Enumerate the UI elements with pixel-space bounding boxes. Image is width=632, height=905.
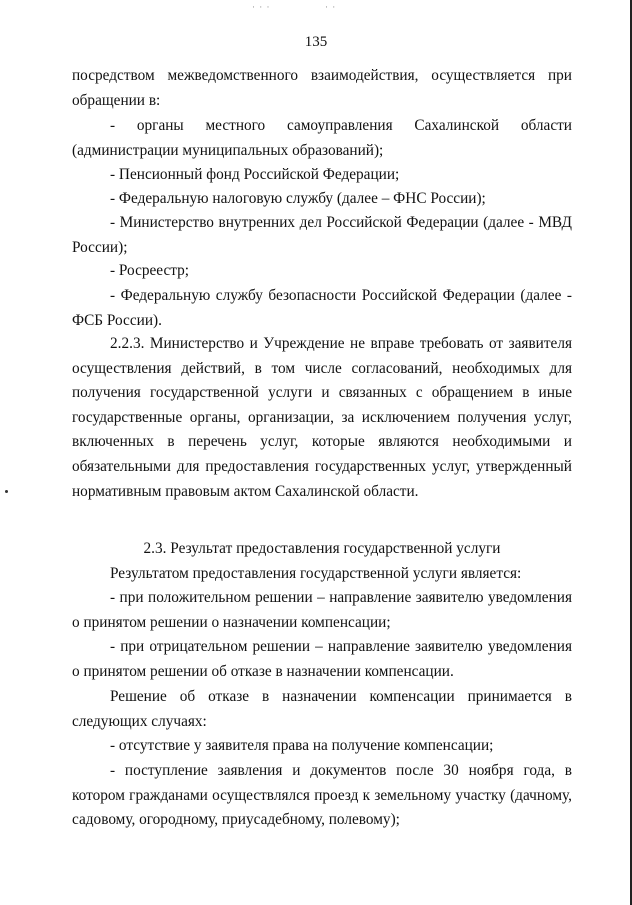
paragraph: - Росреестр;: [110, 262, 190, 279]
paragraph: - Федеральную налоговую службу (далее – ФНС России);: [110, 190, 486, 207]
paragraph: Решение об отказе в назначении компенсации принимается в следующих случаях:: [72, 688, 572, 730]
page-number: 135: [304, 34, 328, 50]
paragraph: Результатом предоставления государственной услуги является:: [110, 565, 522, 582]
scan-artifact: · · ·: [252, 2, 271, 12]
section-heading: 2.3. Результат предоставления государственной услуги: [143, 540, 501, 557]
paragraph: посредством межведомственного взаимодействия, осуществляется при обращении в:: [72, 67, 572, 109]
scan-artifact: [5, 490, 8, 493]
paragraph: - Министерство внутренних дел Российской Федерации (далее - МВД России);: [72, 214, 572, 256]
paragraph: 2.2.3. Министерство и Учреждение не вправе требовать от заявителя осуществления действий, в том числе согласований, необходимых для получения государственной услуги и связанных с обращением в иные государственные органы, организации, за исключением получения услуг, включенных в перечень услуг, которые являются необходимыми и обязательными для предоставления государственных услуг, утвержденный нормативным правовым актом Сахалинской области.: [72, 335, 572, 500]
paragraph: - при положительном решении – направление заявителю уведомления о принятом решении о назначении компенсации;: [72, 589, 572, 631]
paragraph: - органы местного самоуправления Сахалинской области (администрации муниципальных образований);: [72, 117, 572, 159]
paragraph: - при отрицательном решении – направление заявителю уведомления о принятом решении об отказе в назначении компенсации.: [72, 638, 572, 680]
paragraph: - Пенсионный фонд Российской Федерации;: [110, 166, 400, 183]
paragraph: - поступление заявления и документов после 30 ноября года, в котором гражданами осуществлялся проезд к земельному участку (дачному, садовому, огородному, приусадебному, полевому);: [72, 762, 572, 829]
scan-artifact: · ·: [325, 2, 337, 12]
paragraph: - Федеральную службу безопасности Российской Федерации (далее - ФСБ России).: [72, 287, 572, 329]
paragraph: - отсутствие у заявителя права на получение компенсации;: [110, 737, 494, 754]
